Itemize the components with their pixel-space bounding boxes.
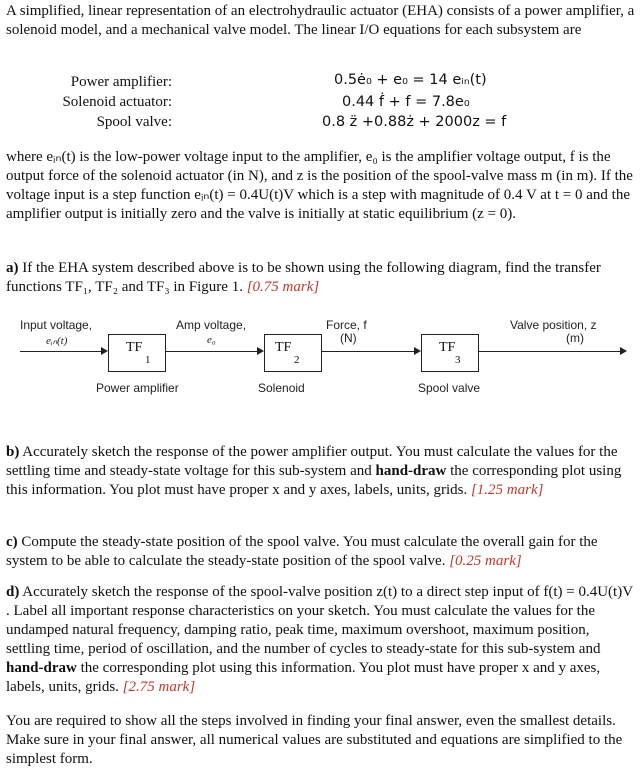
force-unit: (N) — [340, 331, 357, 345]
part-c-mark: [0.25 mark] — [449, 553, 522, 569]
part-d-label: d) — [6, 584, 20, 600]
part-d — [6, 583, 636, 697]
tf1-subscript: 1 — [145, 354, 151, 366]
part-c-text: Compute the steady-state position of the spool valve. You must calculate the overall gain for the system to be able to calculate the steady-state position of the spool valve. — [6, 534, 598, 569]
part-d-text-1: Accurately sketch the response of the spool-valve position z(t) to a direct step input of f(t) = 0.4U(t)V . Label all important response characteristics on your sketch. You must calculate the values for the undamped natural frequency, damping ratio, peak time, maximum overshoot, maximum position, settling time, period of oscillation, and the number of cycles to steady-state for this sub-system and — [6, 584, 633, 657]
tf2-block — [264, 334, 322, 372]
part-c — [6, 533, 636, 571]
part-a-mark: [0.75 mark] — [246, 279, 320, 295]
eq-label-power-amplifier: Power amplifier: — [70, 74, 172, 90]
closing-paragraph: You are required to show all the steps involved in finding your final answer, even the smallest details. Make sure in your final answer, all numerical values are substituted and equations are simplified to the simplest form. — [6, 713, 623, 767]
force-line — [321, 351, 416, 352]
arrow-icon — [620, 347, 627, 355]
amp-voltage-label: Amp voltage, — [176, 318, 247, 332]
tf3-label: TF — [439, 340, 456, 355]
eq-spool-valve: 0.8 z̈ +0.88ż + 2000z = f — [322, 114, 507, 130]
description-paragraph: where eᵢₙ(t) is the low-power voltage input to the amplifier, e₀ is the amplifier voltage output, f is the output force of the solenoid actuator (in N), and z is the position of the spool-valve mass m (in m). If the voltage input is a step function eᵢₙ(t) = 0.4U(t)V which is a step with magnitude of 0.4 V at t = 0 and the amplifier output is initially zero and the valve is initially at static equilibrium (z = 0). — [6, 149, 633, 222]
arrow-icon — [414, 347, 421, 355]
input-symbol: eᵢₙ(t) — [46, 335, 68, 347]
block1-caption: Power amplifier — [96, 381, 179, 395]
amp-line — [165, 351, 259, 352]
tf2-subscript: 2 — [294, 354, 300, 366]
tf1-label: TF — [126, 340, 143, 355]
input-voltage-label: Input voltage, — [20, 318, 93, 332]
part-b-mark: [1.25 mark] — [470, 482, 544, 498]
block3-caption: Spool valve — [418, 381, 481, 395]
part-b — [6, 443, 636, 500]
part-a-text: If the EHA system described above is to be shown using the following diagram, find the transfer functions TF₁, TF₂ and TF₃ in Figure 1. — [6, 260, 601, 295]
force-label: Force, f — [326, 318, 367, 332]
part-b-bold: hand-draw — [375, 463, 447, 479]
part-c-label: c) — [6, 534, 18, 550]
part-d-mark: [2.75 mark] — [122, 679, 196, 695]
output-line — [478, 351, 622, 352]
valve-unit: (m) — [566, 331, 584, 345]
part-a — [6, 259, 636, 297]
tf3-subscript: 3 — [455, 354, 461, 366]
part-b-text-2: the corresponding plot using this information. You plot must have proper x and y axes, labels, units, grids. — [6, 463, 622, 498]
part-b-text-1: Accurately sketch the response of the power amplifier output. You must calculate the values for the settling time and steady-state voltage for this sub-system and — [6, 444, 618, 479]
tf2-label: TF — [275, 340, 292, 355]
intro-paragraph: A simplified, linear representation of an electrohydraulic actuator (EHA) consists of a power amplifier, a solenoid model, and a mechanical valve model. The linear I/O equations for each subsystem are — [6, 3, 635, 38]
eq-solenoid: 0.44 ḟ + f = 7.8e₀ — [342, 94, 470, 110]
part-b-label: b) — [6, 444, 20, 460]
arrow-icon — [101, 347, 108, 355]
arrow-icon — [257, 347, 264, 355]
part-d-text-2: the corresponding plot using this information. You plot must have proper x and y axes, labels, units, grids. — [6, 660, 601, 695]
eq-label-spool-valve: Spool valve: — [96, 114, 172, 130]
eq-label-solenoid: Solenoid actuator: — [62, 94, 172, 110]
part-d-bold: hand-draw — [6, 660, 77, 676]
block2-caption: Solenoid — [258, 381, 305, 395]
valve-position-label: Valve position, z — [510, 318, 597, 332]
amp-symbol: e₀ — [207, 334, 216, 346]
part-a-label: a) — [6, 260, 19, 276]
input-line — [20, 351, 103, 352]
eq-power-amplifier: 0.5ė₀ + e₀ = 14 eᵢₙ(t) — [334, 72, 487, 88]
